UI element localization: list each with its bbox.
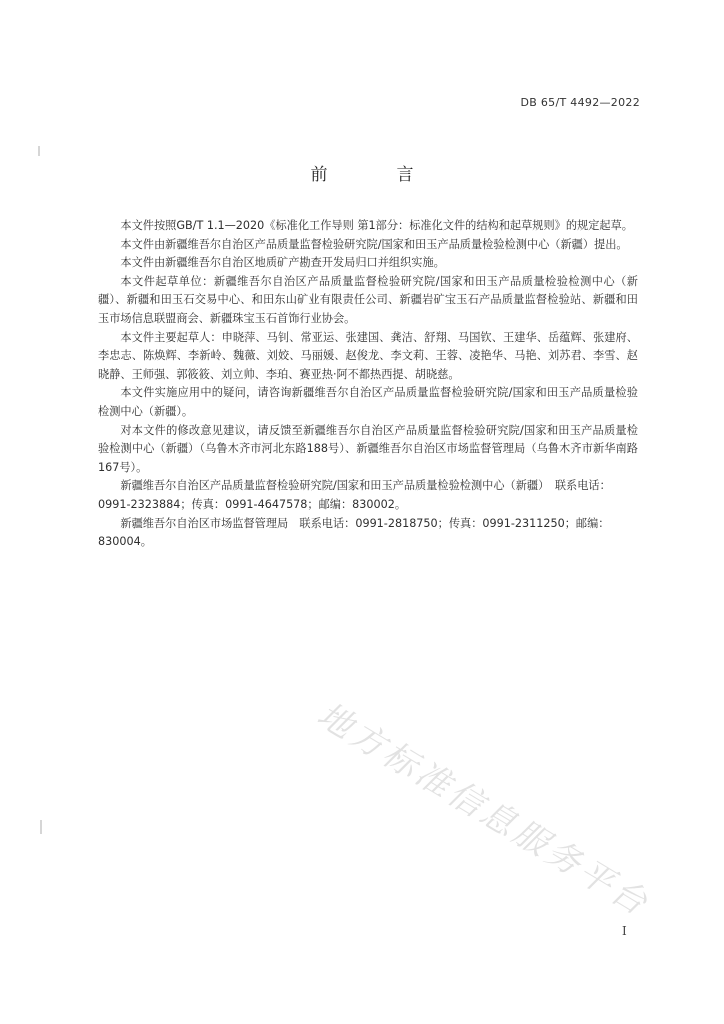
paragraph-drafting-rules: 本文件按照GB/T 1.1—2020《标准化工作导则 第1部分：标准化文件的结构和起草规则》的规定起草。 [120, 219, 633, 232]
scan-artifact [38, 146, 40, 156]
document-body [98, 217, 638, 552]
paragraph-drafters: 本文件主要起草人：申晓萍、马钊、常亚运、张建国、龚洁、舒翔、马国钦、王建华、岳蕴辉、张建府、李忠志、陈焕辉、李新岭、魏薇、刘姣、马丽媛、赵俊龙、李文莉、王蓉、凌艳华、马艳、刘苏君、李雪、赵晓静、王师强、郭筱筱、刘立帅、李珀、赛亚热·阿不都热西提、胡晓慈。 [98, 330, 638, 381]
scan-artifact [40, 820, 42, 834]
paragraph-feedback: 对本文件的修改意见建议，请反馈至新疆维吾尔自治区产品质量监督检验研究院/国家和田玉产品质量检验检测中心（新疆）（乌鲁木齐市河北东路188号）、新疆维吾尔自治区市场监督管理局（乌鲁木齐市新华南路167号）。 [98, 423, 638, 474]
paragraph-administrator: 本文件由新疆维吾尔自治区地质矿产勘查开发局归口并组织实施。 [120, 256, 445, 270]
page-title: 前 言 [310, 165, 440, 185]
document-code: DB 65/T 4492—2022 [520, 96, 640, 109]
paragraph-drafting-units: 本文件起草单位：新疆维吾尔自治区产品质量监督检验研究院/国家和田玉产品质量检验检测中心（新疆）、新疆和田玉石交易中心、和田东山矿业有限责任公司、新疆岩矿宝玉石产品质量监督检验站、新疆和田玉市场信息联盟商会、新疆珠宝玉石首饰行业协会。 [98, 274, 638, 325]
paragraph-proposer: 本文件由新疆维吾尔自治区产品质量监督检验研究院/国家和田玉产品质量检验检测中心（新疆）提出。 [120, 237, 628, 251]
contact-institute: 新疆维吾尔自治区产品质量监督检验研究院/国家和田玉产品质量检验检测中心（新疆） 联系电话：0991-2323884；传真：0991-4647578；邮编：830002。 [98, 479, 611, 511]
contact-market-bureau: 新疆维吾尔自治区市场监督管理局 联系电话：0991-2818750；传真：0991-2311250；邮编：830004。 [98, 516, 610, 549]
watermark: 地方标准信息服务平台 [310, 694, 657, 925]
paragraph-inquiries: 本文件实施应用中的疑问，请咨询新疆维吾尔自治区产品质量监督检验研究院/国家和田玉产品质量检验检测中心（新疆）。 [98, 386, 638, 418]
page-number: I [622, 924, 627, 938]
